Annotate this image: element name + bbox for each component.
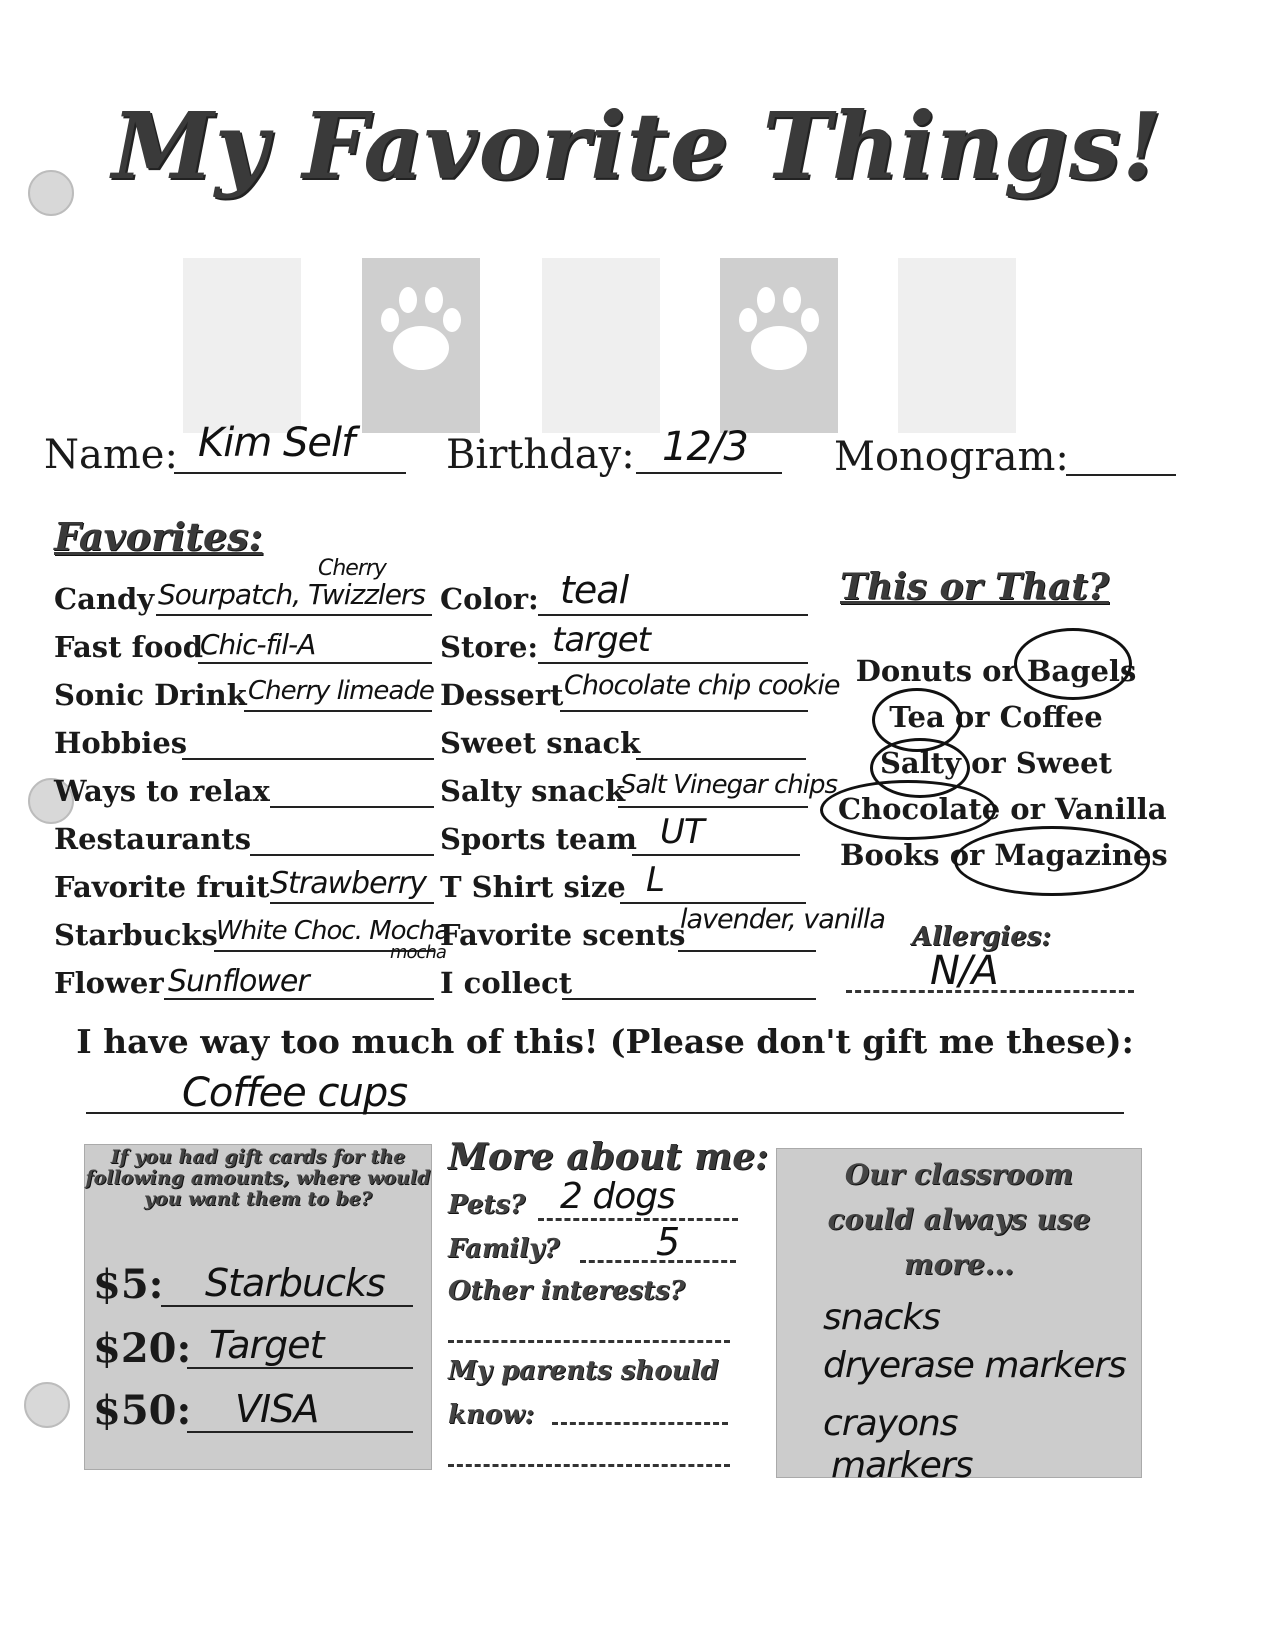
selection-circle-chocolate	[820, 780, 996, 840]
favorite-fruit-line	[270, 902, 434, 904]
selection-circle-bagels	[1014, 628, 1132, 700]
fast-food-value[interactable]: Chic-fil-A	[200, 628, 316, 661]
pets-label: Pets?	[448, 1190, 526, 1220]
classroom-heading: Our classroom could always use more...	[827, 1158, 1091, 1281]
candy-line	[156, 614, 432, 616]
candy-note: Cherry	[318, 556, 386, 581]
store-value[interactable]: target	[552, 620, 650, 660]
t-shirt-size-value[interactable]: L	[646, 860, 664, 900]
salty-snack-value[interactable]: Salt Vinegar chips	[620, 770, 838, 800]
sonic-drink-value[interactable]: Cherry limeade	[248, 676, 434, 706]
salty-snack-line	[618, 806, 808, 808]
favorite-scents-value[interactable]: lavender, vanilla	[680, 904, 885, 935]
gift-20-label: $20:	[93, 1325, 192, 1372]
sweet-snack-label: Sweet snack	[440, 726, 641, 760]
sports-team-label: Sports team	[440, 822, 637, 856]
ways-to-relax-line[interactable]	[270, 806, 434, 808]
favorites-heading: Favorites:	[54, 514, 263, 559]
favorite-fruit-value[interactable]: Strawberry	[270, 866, 426, 901]
name-value[interactable]: Kim Self	[198, 420, 355, 466]
parents-label-1: My parents should	[448, 1356, 719, 1386]
birthday-label: Birthday:	[446, 432, 635, 478]
paw-banner-decoration	[183, 258, 301, 433]
sports-team-line	[632, 854, 800, 856]
dessert-label: Dessert	[440, 678, 564, 712]
t-shirt-size-label: T Shirt size	[440, 870, 626, 904]
other-interests-line[interactable]	[448, 1340, 730, 1343]
i-collect-label: I collect	[440, 966, 573, 1000]
birthday-value[interactable]: 12/3	[662, 424, 748, 470]
paw-banner-decoration	[720, 258, 838, 433]
gift-20-line	[187, 1367, 413, 1369]
i-collect-line[interactable]	[562, 998, 816, 1000]
pets-value[interactable]: 2 dogs	[560, 1176, 675, 1217]
page-title: My Favorite Things!	[111, 92, 1164, 200]
classroom-item[interactable]: crayons	[823, 1403, 958, 1444]
parents-line-1[interactable]	[552, 1422, 728, 1425]
fast-food-line	[198, 662, 432, 664]
gift-5-label: $5:	[93, 1261, 164, 1308]
name-line	[174, 472, 406, 474]
color-line	[538, 614, 808, 616]
fast-food-label: Fast food	[54, 630, 204, 664]
favorite-scents-label: Favorite scents	[440, 918, 686, 952]
choice-tea-coffee[interactable]: Tea or Coffee	[889, 700, 1103, 734]
starbucks-label: Starbucks	[54, 918, 218, 952]
candy-label: Candy	[54, 582, 155, 616]
pets-line	[538, 1218, 738, 1221]
monogram-label: Monogram:	[834, 434, 1069, 480]
restaurants-line[interactable]	[250, 854, 434, 856]
too-much-label: I have way too much of this! (Please don't gift me these):	[76, 1022, 1134, 1061]
sonic-drink-label: Sonic Drink	[54, 678, 247, 712]
hobbies-line[interactable]	[182, 758, 434, 760]
flower-label: Flower	[54, 966, 164, 1000]
candy-value[interactable]: Sourpatch, Twizzlers	[158, 578, 426, 611]
gift-50-value[interactable]: VISA	[235, 1387, 319, 1431]
binder-hole	[24, 1382, 70, 1428]
dessert-line	[560, 710, 808, 712]
sonic-drink-line	[244, 710, 432, 712]
gift-20-value[interactable]: Target	[209, 1323, 324, 1367]
dessert-value[interactable]: Chocolate chip cookie	[564, 670, 840, 701]
allergies-label: Allergies:	[912, 922, 1052, 952]
ways-to-relax-label: Ways to relax	[54, 774, 270, 808]
color-value[interactable]: teal	[560, 568, 629, 612]
gift-5-value[interactable]: Starbucks	[205, 1261, 385, 1305]
family-value[interactable]: 5	[656, 1220, 680, 1264]
name-label: Name:	[44, 432, 178, 478]
gift-50-line	[187, 1431, 413, 1433]
this-or-that-heading: This or That?	[840, 566, 1109, 608]
family-label: Family?	[448, 1234, 560, 1264]
flower-value[interactable]: Sunflower	[168, 964, 309, 999]
gift-50-label: $50:	[93, 1387, 192, 1434]
sweet-snack-line[interactable]	[636, 758, 806, 760]
paw-print-icon	[734, 276, 824, 386]
salty-snack-label: Salty snack	[440, 774, 626, 808]
sports-team-value[interactable]: UT	[660, 812, 704, 852]
gift-cards-heading: If you had gift cards for the following amounts, where would you want them to be?	[85, 1146, 431, 1210]
other-interests-label: Other interests?	[448, 1276, 685, 1306]
store-label: Store:	[440, 630, 539, 664]
monogram-line[interactable]	[1066, 474, 1176, 476]
starbucks-value[interactable]: White Choc. Mocha	[216, 916, 450, 946]
hobbies-label: Hobbies	[54, 726, 188, 760]
gift-5-line	[161, 1305, 413, 1307]
selection-circle-magazines	[954, 826, 1150, 896]
too-much-value[interactable]: Coffee cups	[182, 1070, 408, 1116]
starbucks-note: mocha	[390, 942, 446, 963]
choice-donuts-bagels[interactable]: Donuts or Bagels	[855, 654, 1137, 688]
choice-salty-sweet[interactable]: Salty or Sweet	[879, 746, 1112, 780]
paw-print-icon	[376, 276, 466, 386]
allergies-value[interactable]: N/A	[930, 948, 998, 994]
color-label: Color:	[440, 582, 539, 616]
favorite-scents-line	[678, 950, 816, 952]
more-about-heading: More about me:	[448, 1136, 769, 1178]
paw-banner-decoration	[898, 258, 1016, 433]
restaurants-label: Restaurants	[54, 822, 252, 856]
binder-hole	[28, 170, 74, 216]
classroom-item[interactable]: snacks	[823, 1297, 941, 1338]
store-line	[538, 662, 808, 664]
classroom-item[interactable]: dryerase markers	[823, 1345, 1126, 1386]
choice-books-magazines[interactable]: Books or Magazines	[840, 838, 1168, 872]
gift-cards-box	[84, 1144, 432, 1470]
parents-label-2: know:	[448, 1400, 535, 1430]
favorite-fruit-label: Favorite fruit	[54, 870, 270, 904]
paw-banner-decoration	[542, 258, 660, 433]
parents-line-2[interactable]	[448, 1464, 730, 1467]
paw-banner-decoration	[362, 258, 480, 433]
birthday-line	[636, 472, 782, 474]
choice-chocolate-vanilla[interactable]: Chocolate or Vanilla	[838, 792, 1167, 826]
classroom-item[interactable]: markers	[831, 1445, 973, 1486]
classroom-box	[776, 1148, 1142, 1486]
